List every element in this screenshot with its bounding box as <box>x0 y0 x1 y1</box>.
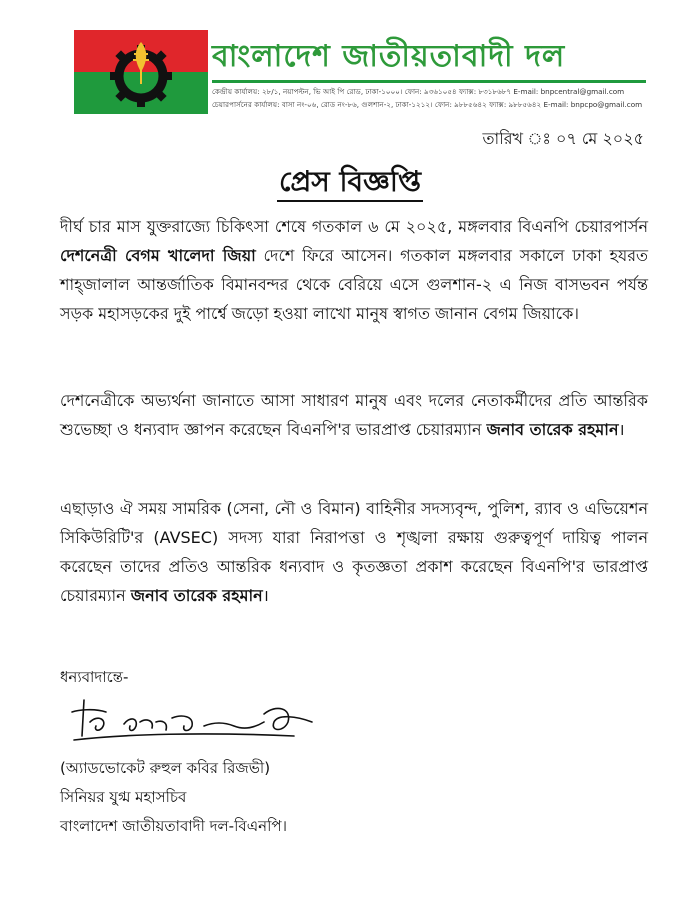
signature-image <box>64 692 324 752</box>
paragraph-2-text-b: । <box>618 420 625 439</box>
paragraph-1-bold-name: দেশনেত্রী বেগম খালেদা জিয়া <box>60 246 256 265</box>
paragraph-2 <box>60 386 648 444</box>
document-date: তারিখ ঃ ০৭ মে ২০২৫ <box>482 129 644 148</box>
party-flag-logo <box>74 30 208 114</box>
party-name: বাংলাদেশ জাতীয়তাবাদী দল <box>212 39 566 74</box>
title-text: প্রেস বিজ্ঞপ্তি <box>277 165 423 202</box>
header-divider <box>212 80 646 83</box>
chairperson-office-address: চেয়ারপার্সনের কার্যালয়: বাসা নং-০৬, রোড নং-৮৬, গুলশান-২, ঢাকা-১২১২। ফোন: ৯৮৮৫৬৪২ ফ্যাক্স: ৯৮৮৫৬৪২ E-mail: bnpcpo@gmail.com <box>212 100 643 109</box>
letterhead <box>74 30 646 114</box>
page-title <box>0 160 700 207</box>
paragraph-2-text-a: দেশনেত্রীকে অভ্যর্থনা জানাতে আসা সাধারণ মানুষ এবং দলের নেতাকর্মীদের প্রতি আন্তরিক শুভেচ্ছা ও ধন্যবাদ জ্ঞাপন করেছেন বিএনপি'র ভারপ্রাপ্ত চেয়ারম্যান <box>60 391 648 439</box>
paragraph-1 <box>60 212 648 328</box>
wheel-rice-logo-icon <box>104 36 178 110</box>
paragraph-2-bold-name: জনাব তারেক রহমান <box>486 420 619 439</box>
paragraph-3-text-a: এছাড়াও ঐ সময় সামরিক (সেনা, নৌ ও বিমান) বাহিনীর সদস্যবৃন্দ, পুলিশ, র‍্যাব ও এভিয়েশন সিকিউরিটি'র (AVSEC) সদস্য যারা নিরাপত্তা ও শৃঙ্খলা রক্ষায় গুরুত্বপূর্ণ দায়িত্ব পালন করেছেন তাদের প্রতিও আন্তরিক ধন্যবাদ ও কৃতজ্ঞতা প্রকাশ করেছেন বিএনপি'র ভারপ্রাপ্ত চেয়ারম্যান <box>60 499 648 605</box>
closing-text: ধন্যবাদান্তে- <box>60 668 129 686</box>
paragraph-1-text-a: দীর্ঘ চার মাস যুক্তরাজ্যে চিকিৎসা শেষে গতকাল ৬ মে ২০২৫, মঙ্গলবার বিএনপি চেয়ারপার্সন <box>60 217 648 236</box>
paragraph-1-text-b: দেশে ফিরে আসেন। গতকাল মঙ্গলবার সকালে ঢাকা হযরত শাহ্জালাল আন্তর্জাতিক বিমানবন্দর থেকে বেরিয়ে এসে গুলশান-২ এ নিজ বাসভবন পর্যন্ত সড়ক মহাসড়কের দুই পার্শ্বে জড়ো হওয়া লাখো মানুষ স্বাগত জানান বেগম জিয়াকে। <box>60 246 649 323</box>
paragraph-3 <box>60 494 648 610</box>
signatory-designation: সিনিয়র যুগ্ম মহাসচিব <box>60 788 187 806</box>
central-office-address: কেন্দ্রীয় কার্যালয়: ২৮/১, নয়াপল্টন, ভি আই পি রোড, ঢাকা-১০০০। ফোন: ৯৩৬১০৫৪ ফ্যাক্স: ৮৩১৮৬৮৭ E-mail: bnpcentral@gmail.com <box>212 87 625 96</box>
paragraph-3-bold-name: জনাব তারেক রহমান <box>130 586 263 605</box>
paragraph-3-text-b: । <box>262 586 269 605</box>
signatory-organization: বাংলাদেশ জাতীয়তাবাদী দল-বিএনপি। <box>60 817 287 835</box>
signatory-name: (অ্যাডভোকেট রুহুল কবির রিজভী) <box>60 759 271 777</box>
